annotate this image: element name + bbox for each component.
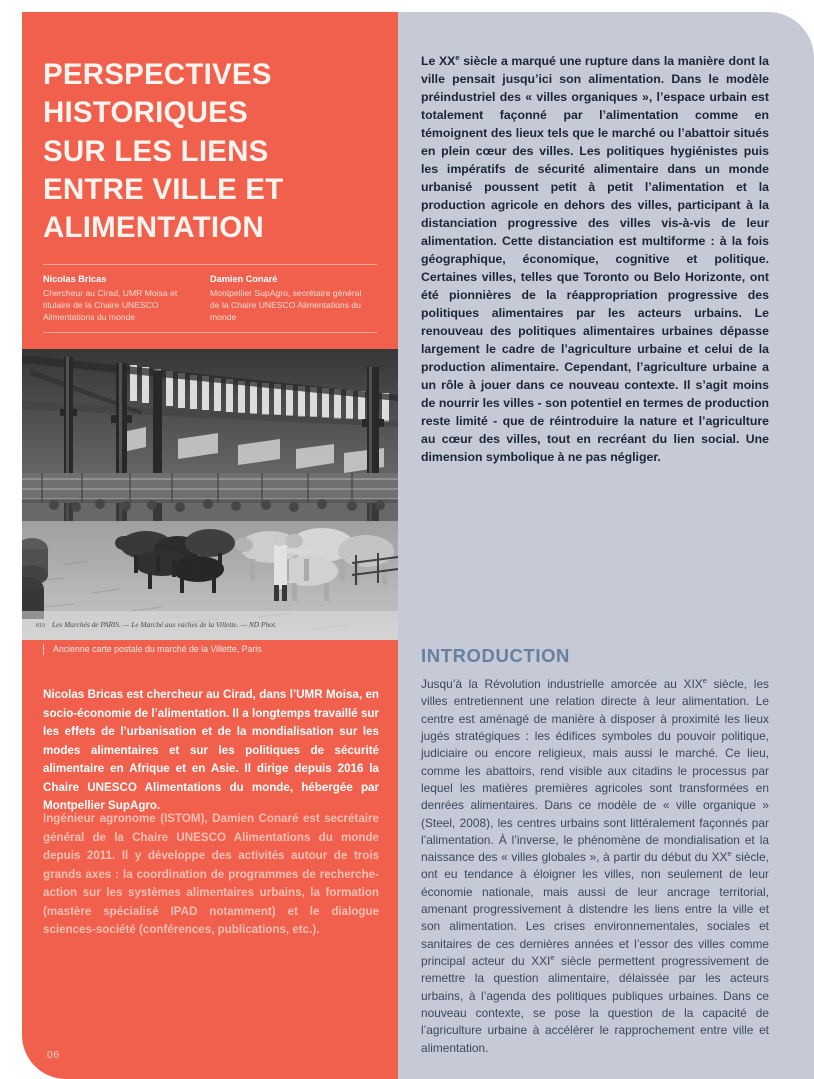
author-name: Damien Conaré [210, 274, 278, 284]
page-number: 06 [47, 1049, 60, 1061]
article-abstract: Le XXe siècle a marqué une rupture dans la manière dont la ville pensait jusqu’ici son alimentation. Dans le modèle préindustriel des « villes organiques », l’espace urbain est totalement façonné par l’alimentation comme en témoignent des lieux tels que le marché ou l’abattoir situés en plein cœur des villes. Les politiques hygiénistes puis les impératifs de sécurité alimentaire dans un monde urbanisé poussent petit à petit l’alimentation et la production agricole en dehors des villes, participant à la distanciation progressive des villes vis-à-vis de leur alimentation. Cette distanciation est multiforme : à la fois géographique, économique, cognitive et politique. Certaines villes, telles que Toronto ou Belo Horizonte, ont été pionnières de la réappropriation progressive des politiques alimentaires par les acteurs urbains. Le renouveau des politiques alimentaires urbaines dépasse largement le cadre de l’agriculture urbaine et celui de la production alimentaire. Cependant, l’agriculture urbaine a un rôle à jouer dans ce nouveau contexte. Il s’agit moins de nourrir les villes - son potentiel en termes de production reste limité - que de réintroduire la nature et l’agriculture au cœur des villes, tout en recréant du lien social. Une dimension symbolique à ne pas négliger. [421, 52, 769, 464]
author-block-nicolas-bricas [43, 273, 201, 324]
section-body-introduction: Jusqu’à la Révolution industrielle amorcée au XIXe siècle, les villes entretiennent une relation directe à leur alimentation. Le centre est aménagé de manière à disposer à proximité les lieux jugés stratégiques : les édifices symboles du pouvoir politique, judiciaire ou encore religieux, mais aussi le marché. Ce lieu, comme les abattoirs, rend visible aux citadins le processus par lequel les matières premières agricoles sont transformées en denrées alimentaires. Dans ce modèle de « ville organique » (Steel, 2008), les centres urbains sont littéralement façonnés par l’alimentation. À l’inverse, le phénomène de mondialisation et la naissance des « villes globales », à partir du début du XXe siècle, ont eu tendance à éloigner les villes, non seulement de leur économie nationale, mais aussi de leur ancrage territorial, amenant progressivement à distendre les liens entre la ville et son alimentation. Les crises environnementales, sociales et sanitaires de ces dernières années et l’essor des villes comme principal acteur du XXIe siècle permettent progressivement de remettre la question alimentaire, délaissée par les acteurs urbains, à l’agenda des politiques publiques urbaines. Dans ce nouveau contexte, se pose la question de la capacité de l’agriculture urbaine à accélérer le rapprochement entre ville et alimentation. [421, 676, 769, 1055]
title-line-1: PERSPECTIVES [43, 58, 272, 91]
author-rule-top [43, 264, 377, 265]
author-rule-bottom [43, 332, 377, 333]
photo-illustration [22, 349, 398, 640]
postcard-inscription: Les Marchés de PARIS. — Le Marché aux vaches de la Villette. — ND Phot. [52, 620, 277, 629]
author-name: Nicolas Bricas [43, 274, 107, 284]
author-affiliation: Montpellier SupAgro, secrétaire général de la Chaire UNESCO Alimentations du monde [210, 288, 362, 323]
title-line-4: ENTRE VILLE ET [43, 173, 284, 207]
author-affiliation: Chercheur au Cirad, UMR Moisa et titulaire de la Chaire UNESCO Alimentations du monde [43, 288, 178, 323]
figure-caption-wrap [43, 644, 383, 655]
biography-damien-conare: Ingénieur agronome (ISTOM), Damien Conaré est secrétaire général de la Chaire UNESCO Alimentations du monde depuis 2011. Il y développe des activités autour de trois grands axes : la coordination de programmes de recherche-action sur les systèmes alimentaires urbains, la formation (mastère spécialisé IPAD notamment) et le dialogue sciences-société (conférences, publications, etc.). [43, 812, 379, 937]
biography-nicolas-bricas: Nicolas Bricas est chercheur au Cirad, dans l’UMR Moisa, en socio-économie de l’alimentation. Il a longtemps travaillé sur les effets de l’urbanisation et de la mondialisation sur les modes alimentaires et sur les politiques de sécurité alimentaire en Afrique et en Asie. Il dirige depuis 2016 la Chaire UNESCO Alimentations du monde, hébergée par Montpellier SupAgro. [43, 688, 379, 813]
page-title [43, 56, 373, 248]
left-accent-panel [22, 12, 398, 1079]
title-line-5: ALIMENTATION [43, 211, 264, 245]
title-line-2: HISTORIQUES [43, 96, 248, 130]
author-block-damien-conare [210, 273, 368, 324]
figure-caption: Ancienne carte postale du marché de la Villette, Paris [53, 644, 262, 654]
figure-photo-villette-market [22, 349, 398, 640]
title-line-3: SUR LES LIENS [43, 134, 269, 168]
section-heading-introduction: INTRODUCTION [421, 645, 571, 666]
postcard-figure-number: 819 [36, 623, 45, 629]
